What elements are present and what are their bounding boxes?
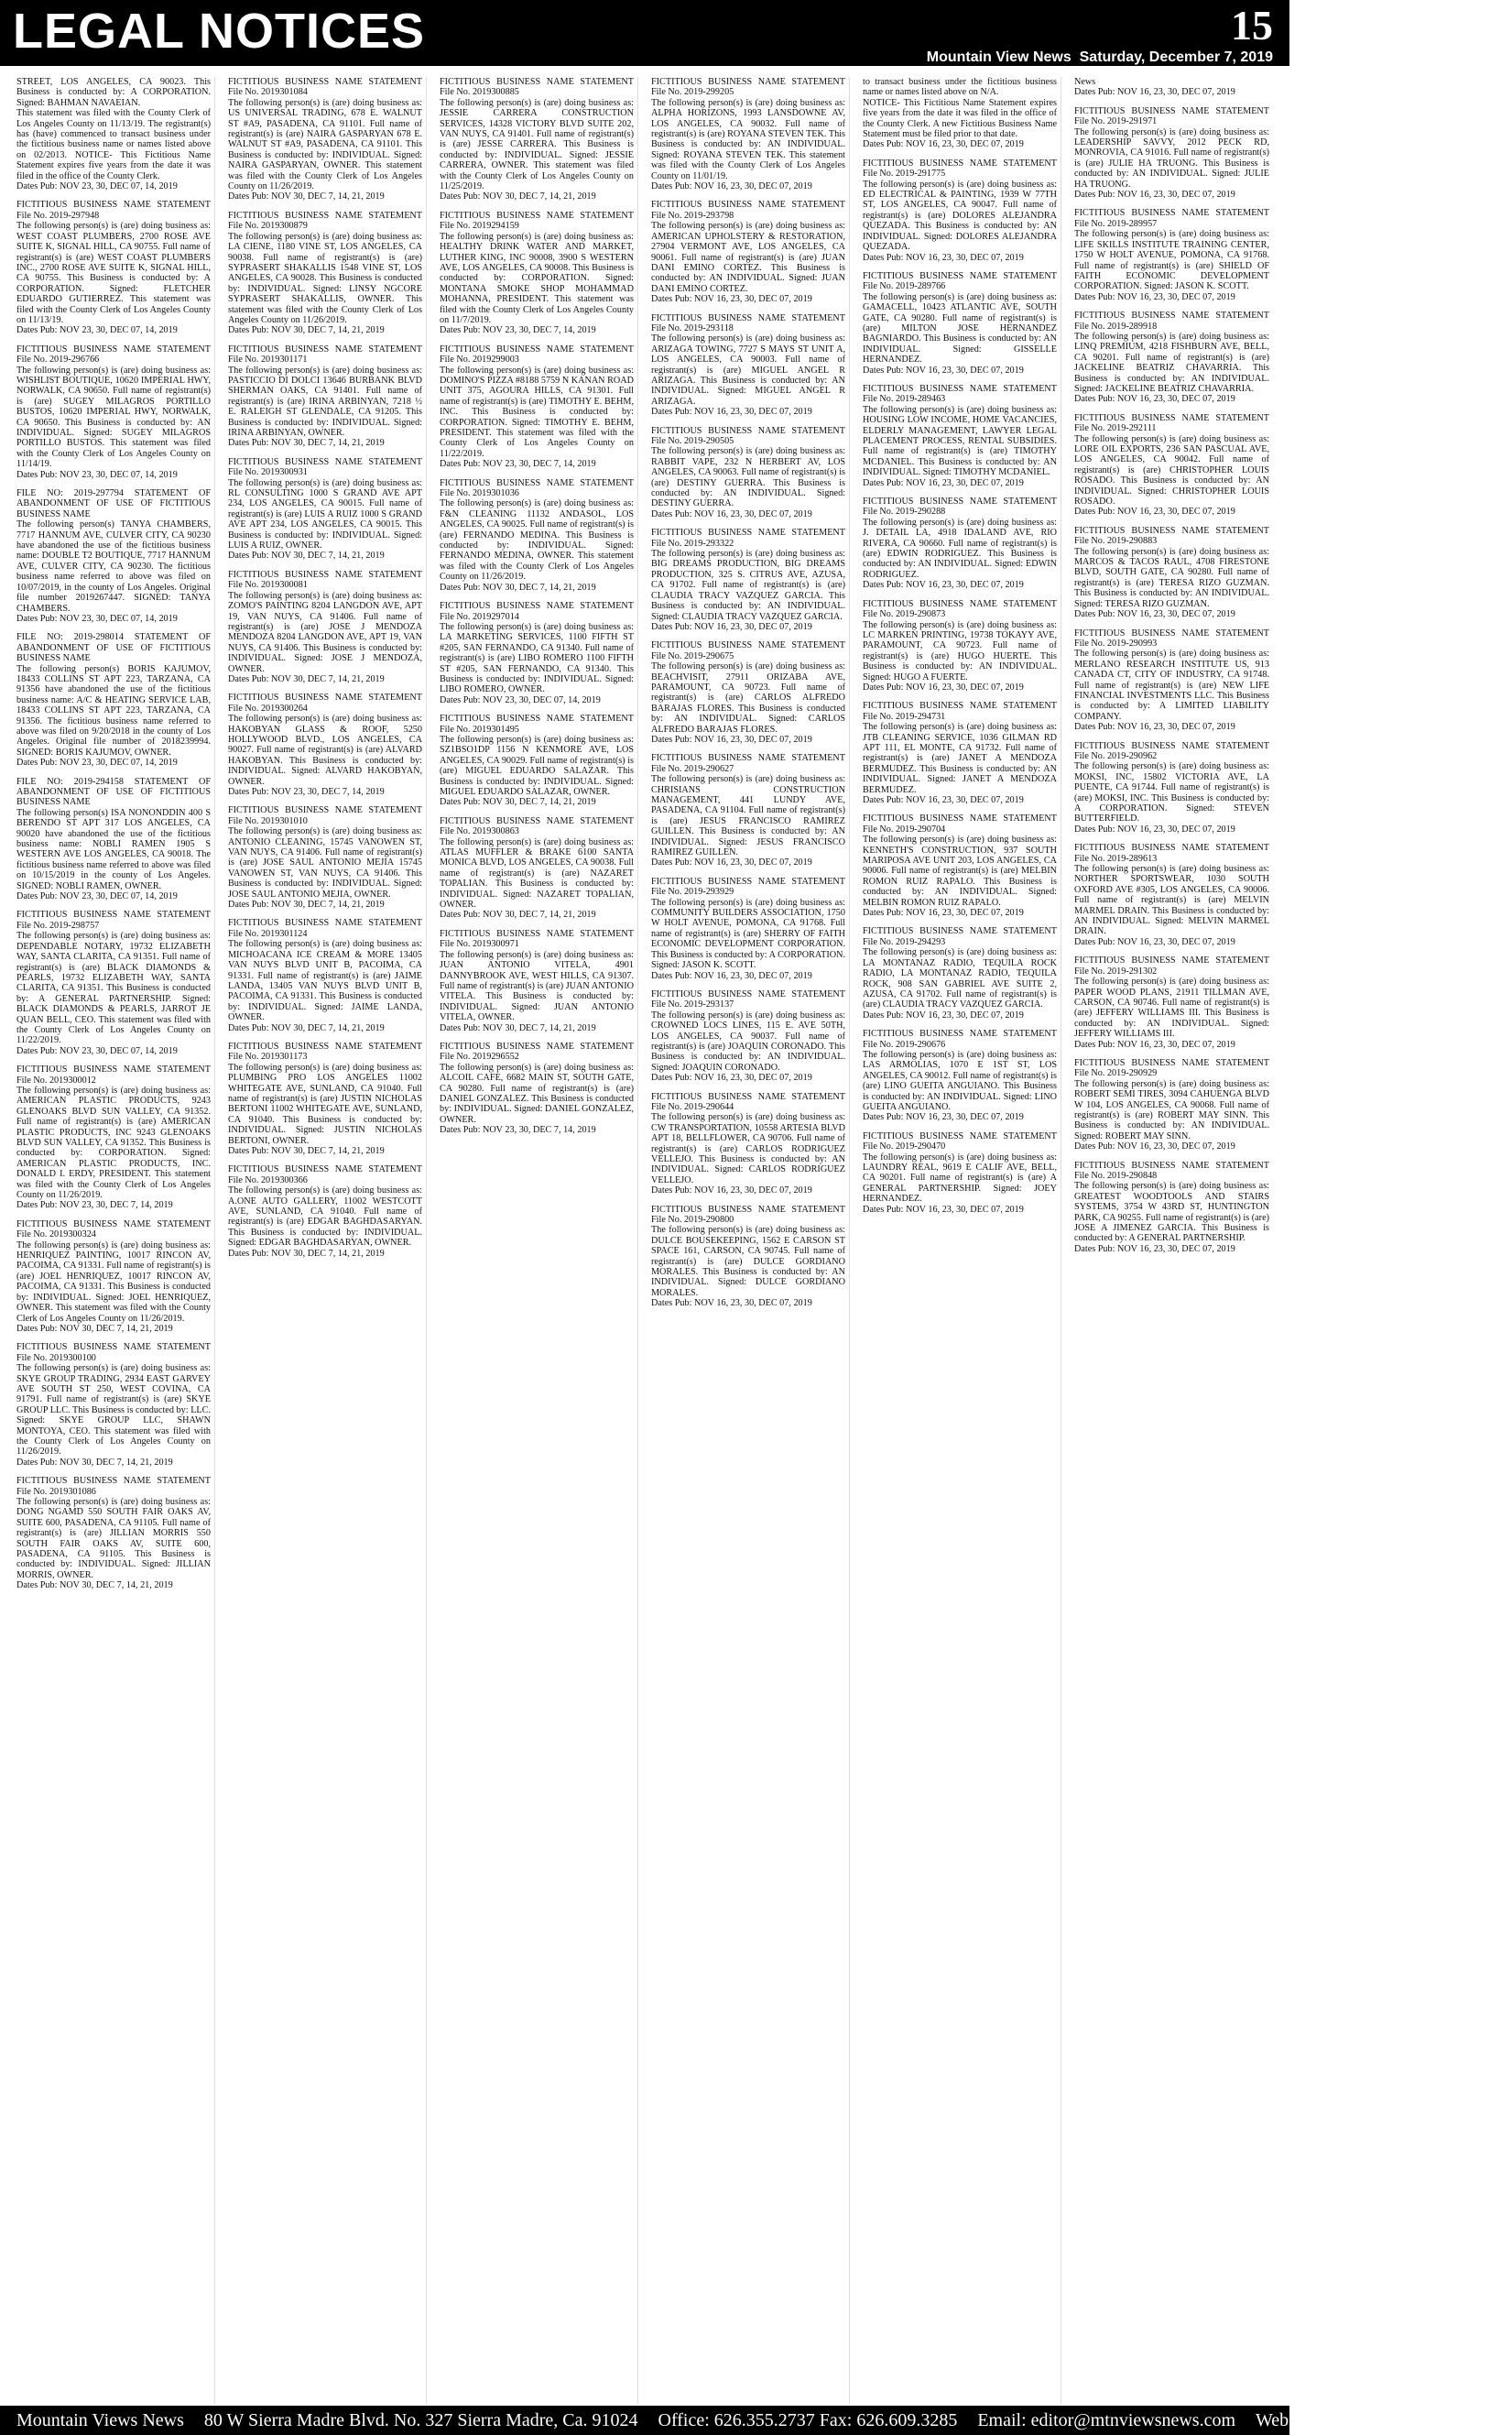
page-number: 15	[1231, 2, 1273, 49]
notice-heading: FICTITIOUS BUSINESS NAME STATEMENT File No. 2019301084	[228, 77, 422, 98]
legal-notice	[651, 313, 845, 418]
issue-date: Saturday, December 7, 2019	[1079, 49, 1273, 65]
legal-notice	[16, 200, 211, 335]
legal-notice	[440, 816, 634, 921]
notice-dates: Dates Pub: NOV 30, DEC 7, 14, 21, 2019	[228, 1022, 385, 1033]
notice-dates: Dates Pub: NOV 30, DEC 7, 14, 21, 2019	[440, 1022, 596, 1033]
legal-notice	[1074, 413, 1269, 518]
notice-heading: FICTITIOUS BUSINESS NAME STATEMENT File No. 2019-292111	[1074, 412, 1269, 434]
legal-notice	[16, 1219, 211, 1334]
legal-notice	[16, 1476, 211, 1590]
notice-dates: Dates Pub: NOV 30, DEC 7, 14, 21, 2019	[228, 1248, 385, 1259]
notice-heading: FICTITIOUS BUSINESS NAME STATEMENT File No. 2019-297948	[16, 200, 211, 221]
legal-notice	[651, 1205, 845, 1309]
legal-notice	[1074, 955, 1269, 1050]
notice-body: This statement was filed with the County Clerk of Los Angeles County on 11/13/19. The registrant(s) has (have) commenced to transact business under the fictitious business name or names listed above on 02/2013. NOTICE- This Fictitious Name Statement expires five years from the date it was filed in the office of the County Clerk.	[16, 108, 211, 181]
legal-notice	[228, 457, 422, 562]
notice-dates: Dates Pub: NOV 16, 23, 30, DEC 07, 2019	[651, 970, 812, 981]
notice-heading: FICTITIOUS BUSINESS NAME STATEMENT File No. 2019-290627	[651, 753, 845, 774]
notice-dates: Dates Pub: NOV 23, 30, DEC 07, 14, 2019	[440, 694, 601, 705]
legal-notice	[1074, 77, 1269, 98]
notice-dates: Dates Pub: NOV 16, 23, 30, DEC 07, 2019	[1074, 507, 1235, 518]
legal-notice	[16, 910, 211, 1056]
notice-column	[651, 77, 850, 2404]
notice-dates: Dates Pub: NOV 23, 30, DEC 07, 14, 2019	[16, 758, 178, 769]
notice-heading: FICTITIOUS BUSINESS NAME STATEMENT File No. 2019300931	[228, 456, 422, 478]
notice-column	[228, 77, 427, 2404]
notice-body: The following person(s) is (are) doing business as: PLUMBING PRO LOS ANGELES 11002 WHITEGATE AVE, SUNLAND, CA 91040. Full name of registrant(s) is (are) JUSTIN NICHOLAS BERTONI 11002 WHITEGATE AVE, SUNLAND, CA 91040. This Business is conducted by: INDIVIDUAL. Signed: JUSTIN NICHOLAS BERTONI, OWNER.	[228, 1062, 422, 1146]
notice-body: The following person(s) BORIS KAJUMOV, 18433 COLLINS ST APT 223, TARZANA, CA 91356 have abandoned the use of the fictitious business name: A/C & HEATING SERVICE LAB, 18433 COLLINS ST APT 223, TARZANA, CA 91356. The fictitious business name referred to above was filed on 9/20/2018 in the county of Los Angeles. Original file number of 2018239994. SIGNED: BORIS KAJUMOV, OWNER.	[16, 663, 211, 758]
footer-phones: Office: 626.355.2737 Fax: 626.609.3285	[658, 2409, 958, 2430]
notice-heading: FICTITIOUS BUSINESS NAME STATEMENT File No. 2019-290962	[1074, 740, 1269, 761]
notice-body: The following person(s) is (are) doing business as: LA CIENE, 1180 VINE ST, LOS ANGELES, CA 90038. Full name of registrant(s) is (are) SYPRASERT SHAKALLIS 1548 VINE ST, LOS ANGELES, CA 90028. This Business is conducted by: INDIVIDUAL. Signed: LINSY NGCORE SYPRASERT SHAKALLIS, OWNER. This statement was filed with the County Clerk of Los Angeles County on 11/26/2019.	[228, 231, 422, 325]
notice-heading: FICTITIOUS BUSINESS NAME STATEMENT File No. 2019300863	[440, 815, 634, 837]
legal-notice	[863, 271, 1057, 376]
legal-notice	[16, 1342, 211, 1468]
legal-notice	[228, 805, 422, 910]
notice-body: The following person(s) is (are) doing business as: AMERICAN PLASTIC PRODUCTS, 9243 GLENOAKS BLVD SUN VALLEY, CA 91352. Full name of registrant(s) is (are) AMERICAN PLASTIC PRODUCTS, INC 9243 GLENOAKS BLVD SUN VALLEY, CA 91352. This Business is conducted by: CORPORATION. Signed: AMERICAN PLASTIC PRODUCTS, INC. DONALD I. ERDY, PRESIDENT. This statement was filed with the County Clerk of Los Angeles County on 11/26/2019.	[16, 1085, 211, 1201]
legal-notice	[1074, 1161, 1269, 1255]
legal-notice	[863, 701, 1057, 805]
notice-dates: Dates Pub: NOV 16, 23, 30, DEC 07, 2019	[651, 1185, 812, 1196]
notice-heading: FICTITIOUS BUSINESS NAME STATEMENT File No. 2019-289918	[1074, 311, 1269, 332]
notice-dates: Dates Pub: NOV 30, DEC 7, 14, 21, 2019	[440, 910, 596, 921]
notice-columns	[16, 77, 1273, 2404]
notice-heading: FICTITIOUS BUSINESS NAME STATEMENT File No. 2019300012	[16, 1065, 211, 1086]
notice-heading: FICTITIOUS BUSINESS NAME STATEMENT File No. 2019-290675	[651, 640, 845, 661]
notice-heading: FICTITIOUS BUSINESS NAME STATEMENT File No. 2019294159	[440, 210, 634, 232]
notice-heading: FICTITIOUS BUSINESS NAME STATEMENT File No. 2019300879	[228, 210, 422, 232]
notice-body: The following person(s) is (are) doing business as: ROBERT SEMI TIRES, 3094 CAHUENGA BLVD W 104, LOS ANGELES, CA 90068. Full name of registrant(s) is (are) ROBERT MAY SINN. This Business is conducted by: AN INDIVIDUAL. Signed: ROBERT MAY SINN.	[1074, 1078, 1269, 1141]
notice-body: The following person(s) is (are) doing business as: ALCOIL CAFE, 6682 MAIN ST, SOUTH GATE, CA 90280. Full name of registrant(s) is (are) DANIEL GONZALEZ. This Business is conducted by: INDIVIDUAL. Signed: DANIEL GONZALEZ, OWNER.	[440, 1062, 634, 1125]
masthead	[0, 0, 1289, 66]
notice-body: The following person(s) is (are) doing business as: US UNIVERSAL TRADING, 678 E. WALNUT ST #A9, PASADENA, CA 91101. Full name of registrant(s) is (are) NAIRA GASPARYAN 678 E. WALNUT ST #A9, PASADENA, CA 91101. This Business is conducted by: INDIVIDUAL. Signed: NAIRA GASPARYAN, OWNER. This statement was filed with the County Clerk of Los Angeles County on 11/26/2019.	[228, 97, 422, 192]
footer-paper-name: Mountain Views News	[16, 2409, 184, 2430]
notice-heading: FICTITIOUS BUSINESS NAME STATEMENT File No. 2019-293798	[651, 200, 845, 221]
legal-notice	[228, 1042, 422, 1156]
notice-dates: Dates Pub: NOV 16, 23, 30, DEC 07, 2019	[1074, 722, 1235, 733]
legal-notice	[863, 77, 1057, 150]
legal-notice	[16, 777, 211, 902]
notice-heading: FICTITIOUS BUSINESS NAME STATEMENT File No. 2019-290883	[1074, 525, 1269, 547]
section-title: LEGAL NOTICES	[13, 4, 426, 59]
notice-body: Dates Pub: NOV 16, 23, 30, DEC 07, 2019	[1074, 87, 1235, 98]
notice-heading: FICTITIOUS BUSINESS NAME STATEMENT File No. 2019301010	[228, 805, 422, 826]
notice-body: The following person(s) is (are) doing business as: HEALTHY DRINK WATER AND MARKET, LUTHER KING, INC 90008, 3900 S WESTERN AVE, LOS ANGELES, CA 90008. This Business is conducted by: CORPORATION. Signed: MONTANA SMOKE SHOP MOHAMMAD MOHANNA, PRESIDENT. This statement was filed with the County Clerk of Los Angeles County on 11/7/2019.	[440, 231, 634, 325]
legal-notice	[1074, 106, 1269, 201]
notice-body: NOTICE- This Fictitious Name Statement expires five years from the date it was filed in the office of the County Clerk. A new Fictitious Business Name Statement must be filed prior to that date.	[863, 97, 1057, 140]
notice-body: The following person(s) is (are) doing business as: JESSIE CARRERA CONSTRUCTION SERVICES, 14328 VICTORY BLVD SUITE 202, VAN NUYS, CA 91401. Full name of registrant(s) is (are) JESSE CARRERA. This Business is conducted by: INDIVIDUAL. Signed: JESSIE CARRERA, OWNER. This statement was filed with the County Clerk of Los Angeles County on 11/25/2019.	[440, 97, 634, 192]
notice-heading: FILE NO: 2019-294158 STATEMENT OF ABANDONMENT OF USE OF FICTITIOUS BUSINESS NAME	[16, 776, 211, 808]
notice-body: The following person(s) is (are) doing business as: SKYE GROUP TRADING, 2934 EAST GARVEY AVE SOUTH ST 250, WEST COVINA, CA 91791. Full name of registrant(s) is (are) SKYE GROUP LLC. This Business is conducted by: LLC. Signed: SKYE GROUP LLC, SHAWN MONTOYA, CEO. This statement was filed with the County Clerk of Los Angeles County on 11/26/2019.	[16, 1363, 211, 1458]
legal-notice	[228, 918, 422, 1032]
notice-body: The following person(s) is (are) doing business as: JTB CLEANING SERVICE, 1036 GILMAN RD APT 111, EL MONTE, CA 91732. Full name of registrant(s) is (are) JANET A MENDOZA BERMUDEZ. This Business is conducted by: AN INDIVIDUAL. Signed: JANET A MENDOZA BERMUDEZ.	[863, 722, 1057, 795]
notice-dates: Dates Pub: NOV 30, DEC 7, 14, 21, 2019	[228, 438, 385, 449]
notice-dates: Dates Pub: NOV 16, 23, 30, DEC 07, 2019	[1074, 936, 1235, 947]
legal-notice	[651, 877, 845, 981]
notice-heading: FICTITIOUS BUSINESS NAME STATEMENT File No. 2019301495	[440, 714, 634, 735]
notice-heading: FICTITIOUS BUSINESS NAME STATEMENT File No. 2019-290800	[651, 1204, 845, 1226]
notice-dates: Dates Pub: NOV 16, 23, 30, DEC 07, 2019	[651, 1298, 812, 1309]
legal-notice	[228, 211, 422, 336]
legal-notice	[228, 570, 422, 684]
notice-heading: to transact business under the fictitious business name or names listed above on N/A.	[863, 77, 1057, 98]
notice-body: The following person(s) is (are) doing business as: LAUNDRY REAL, 9619 E CALIF AVE, BELL, CA 90201. Full name of registrant(s) is (are) A GENERAL PARTNERSHIP. Signed: JOEY HERNANDEZ.	[863, 1152, 1057, 1205]
notice-heading: FICTITIOUS BUSINESS NAME STATEMENT File No. 2019-290470	[863, 1130, 1057, 1152]
notice-dates: Dates Pub: NOV 16, 23, 30, DEC 07, 2019	[651, 857, 812, 868]
notice-heading: FILE NO: 2019-298014 STATEMENT OF ABANDONMENT OF USE OF FICTITIOUS BUSINESS NAME	[16, 632, 211, 664]
notice-dates: Dates Pub: NOV 30, DEC 7, 14, 21, 2019	[16, 1457, 173, 1468]
notice-body: The following person(s) is (are) doing business as: KENNETH'S CONSTRUCTION, 937 SOUTH MARIPOSA AVE UNIT 203, LOS ANGELES, CA 90006. Full name of registrant(s) is (are) MELBIN ROMON RUIZ RAPALO. This Business is conducted by: AN INDIVIDUAL. Signed: MELBIN ROMON RUIZ RAPALO.	[863, 835, 1057, 908]
notice-body: The following person(s) is (are) doing business as: MOKSI, INC, 15802 VICTORIA AVE, LA PUENTE, CA 91744. Full name of registrant(s) is (are) MOKSI, INC. This Business is conducted by: A CORPORATION. Signed: STEVEN BUTTERFIELD.	[1074, 761, 1269, 824]
notice-dates: Dates Pub: NOV 16, 23, 30, DEC 07, 2019	[1074, 1141, 1235, 1152]
notice-heading: FICTITIOUS BUSINESS NAME STATEMENT File No. 2019-290873	[863, 598, 1057, 620]
legal-notice	[651, 200, 845, 304]
notice-body: The following person(s) is (are) doing business as: J. DETAIL LA, 4918 IDALAND AVE, RIO RIVERA, CA 90660. Full name of registrant(s) is (are) EDWIN RODRIGUEZ. This Business is conducted by: AN INDIVIDUAL. Signed: EDWIN RODRIGUEZ.	[863, 517, 1057, 580]
notice-heading: FICTITIOUS BUSINESS NAME STATEMENT File No. 2019-289463	[863, 383, 1057, 405]
legal-notice	[440, 1042, 634, 1136]
notice-heading: FICTITIOUS BUSINESS NAME STATEMENT File No. 2019-294731	[863, 701, 1057, 722]
notice-heading: FICTITIOUS BUSINESS NAME STATEMENT File No. 2019-289766	[863, 270, 1057, 292]
notice-body: The following person(s) is (are) doing business as: DEPENDABLE NOTARY, 19732 ELIZABETH WAY, SANTA CLARITA, CA 91351. Full name of registrant(s) is (are) BLACK DIAMONDS & PEARLS, 19732 ELIZABETH WAY, SANTA CLARITA, CA 91351. This Business is conducted by: A GENERAL PARTNERSHIP. Signed: BLACK DIAMONDS & PEARLS, JARROT JE QUAN BELL, CEO. This statement was filed with the County Clerk of Los Angeles County on 11/22/2019.	[16, 931, 211, 1046]
notice-dates: Dates Pub: NOV 30, DEC 7, 14, 21, 2019	[228, 191, 385, 202]
notice-dates: Dates Pub: NOV 23, 30, DEC 7, 14, 2019	[440, 459, 596, 470]
notice-heading: FICTITIOUS BUSINESS NAME STATEMENT File No. 2019-290676	[863, 1029, 1057, 1050]
notice-heading: FICTITIOUS BUSINESS NAME STATEMENT File No. 2019-294293	[863, 926, 1057, 947]
notice-body: The following person(s) is (are) doing business as: RABBIT VAPE, 232 N HERBERT AV, LOS ANGELES, CA 90063. Full name of registrant(s) is (are) DESTINY GUERRA. This Business is conducted by: AN INDIVIDUAL. Signed: DESTINY GUERRA.	[651, 446, 845, 509]
legal-notice	[863, 158, 1057, 263]
legal-notice	[1074, 843, 1269, 947]
legal-notice	[651, 77, 845, 191]
legal-notice	[228, 77, 422, 202]
notice-dates: Dates Pub: NOV 16, 23, 30, DEC 07, 2019	[1074, 394, 1235, 405]
notice-body: The following person(s) is (are) doing business as: LA MARKETING SERVICES, 1100 FIFTH ST #205, SAN FERNANDO, CA 91340. Full name of registrant(s) is (are) LIBO ROMERO 1100 FIFTH ST #205, SAN FERNANDO, CA 91340. This Business is conducted by: INDIVIDUAL. Signed: LIBO ROMERO, OWNER.	[440, 621, 634, 695]
notice-heading: FICTITIOUS BUSINESS NAME STATEMENT File No. 2019300264	[228, 693, 422, 714]
notice-body: The following person(s) is (are) doing business as: LC MARKEN PRINTING, 19738 TOKAYY AVE, PARAMOUNT, CA 90723. Full name of registrant(s) is (are) HUGO HUERTE. This Business is conducted by: AN INDIVIDUAL. Signed: HUGO A FUERTE.	[863, 619, 1057, 682]
notice-dates: Dates Pub: NOV 30, DEC 7, 14, 21, 2019	[16, 1580, 173, 1591]
legal-notice	[1074, 1058, 1269, 1152]
notice-heading: FICTITIOUS BUSINESS NAME STATEMENT File No. 2019300100	[16, 1342, 211, 1363]
notice-column	[440, 77, 638, 2404]
notice-body: The following person(s) is (are) doing business as: LINQ PREMIUM, 4218 FISHBURN AVE, BELL, CA 90201. Full name of registrant(s) is (are) JACKELINE BEATRIZ CHAVARRIA. This Business is conducted by: AN INDIVIDUAL. Signed: JACKELINE BEATRIZ CHAVARRIA.	[1074, 331, 1269, 394]
notice-heading: STREET, LOS ANGELES, CA 90023. This Business is conducted by: A CORPORATION. Signed: BAHMAN NAVAEIAN.	[16, 77, 211, 108]
legal-notice	[863, 599, 1057, 693]
legal-notice	[651, 753, 845, 868]
notice-dates: Dates Pub: NOV 16, 23, 30, DEC 07, 2019	[1074, 1039, 1235, 1050]
notice-dates: Dates Pub: NOV 30, DEC 7, 14, 21, 2019	[16, 1323, 173, 1334]
legal-notice	[1074, 208, 1269, 302]
notice-dates: Dates Pub: NOV 16, 23, 30, DEC 07, 2019	[651, 508, 812, 519]
notice-dates: Dates Pub: NOV 23, 30, DEC 7, 14, 2019	[440, 325, 596, 336]
notice-body: The following person(s) is (are) doing business as: F&N CLEANING 11132 ANDASOL, LOS ANGELES, CA 90025. Full name of registrant(s) is (are) FERNANDO MEDINA. This Business is conducted by: INDIVIDUAL. Signed: FERNANDO MEDINA, OWNER. This statement was filed with the County Clerk of Los Angeles County on 11/26/2019.	[440, 498, 634, 583]
notice-body: The following person(s) is (are) doing business as: DOMINO'S PIZZA #8188 5759 N KANAN ROAD UNIT 375, AGOURA HILLS, CA 91301. Full name of registrant(s) is (are) TIMOTHY E. BEHM, INC. This Business is conducted by: CORPORATION. Signed: TIMOTHY E. BEHM, PRESIDENT. This statement was filed with the County Clerk of Los Angeles County on 11/22/2019.	[440, 365, 634, 459]
notice-heading: FICTITIOUS BUSINESS NAME STATEMENT File No. 2019-291971	[1074, 105, 1269, 127]
notice-dates: Dates Pub: NOV 30, DEC 7, 14, 21, 2019	[228, 551, 385, 562]
legal-notice	[16, 344, 211, 480]
notice-body: The following person(s) is (are) doing business as: HAKOBYAN GLASS & ROOF, 5250 HOLLYWOOD BLVD., LOS ANGELES, CA 90027. Full name of registrant(s) is (are) ALVARD HAKOBYAN. This Business is conducted by: INDIVIDUAL. Signed: ALVARD HAKOBYAN, OWNER.	[228, 714, 422, 787]
notice-body: The following person(s) is (are) doing business as: LIFE SKILLS INSTITUTE TRAINING CENTER, 1750 W HOLT AVENUE, POMONA, CA 91768. Full name of registrant(s) is (are) SHIELD OF FAITH ECONOMIC DEVELOPMENT CORPORATION. Signed: JASON K. SCOTT.	[1074, 229, 1269, 292]
legal-notice	[651, 426, 845, 520]
notice-body: The following person(s) is (are) doing business as: DULCE BOUSEKEEPING, 1562 E CARSON ST SPACE 161, CARSON, CA 90745. Full name of registrant(s) is (are) DULCE GORDIANO MORALES. This Business is conducted by: AN INDIVIDUAL. Signed: DULCE GORDIANO MORALES.	[651, 1225, 845, 1298]
notice-body: The following person(s) is (are) doing business as: PASTICCIO DI DOLCI 13646 BURBANK BLVD SHERMAN OAKS, CA 91401. Full name of registrant(s) is (are) IRINA ARBINYAN, 7218 ½ E. RALEIGH ST GLENDALE, CA 91205. This Business is conducted by: INDIVIDUAL. Signed: IRINA ARBINYAN, OWNER.	[228, 365, 422, 438]
legal-notice	[651, 989, 845, 1084]
notice-heading: FICTITIOUS BUSINESS NAME STATEMENT File No. 2019-290288	[863, 497, 1057, 518]
footer-website[interactable]: Website: www.mtnviewsnews.com	[1256, 2409, 1512, 2430]
legal-notice	[16, 488, 211, 624]
legal-notice	[1074, 741, 1269, 835]
notice-dates: Dates Pub: NOV 16, 23, 30, DEC 07, 2019	[863, 580, 1024, 591]
notice-heading: FICTITIOUS BUSINESS NAME STATEMENT File No. 2019-293118	[651, 312, 845, 333]
notice-dates: Dates Pub: NOV 16, 23, 30, DEC 07, 2019	[863, 1010, 1024, 1021]
notice-dates: Dates Pub: NOV 23, 30, DEC 07, 14, 2019	[16, 613, 178, 624]
notice-heading: FICTITIOUS BUSINESS NAME STATEMENT File No. 2019-290848	[1074, 1160, 1269, 1181]
legal-notice	[440, 929, 634, 1033]
notice-body: The following person(s) is (are) doing business as: LAS ARMOLIAS, 1070 E 1ST ST, LOS ANGELES, CA 90012. Full name of registrant(s) is (are) LINO GUEITA ANGUIANO. This Business is conducted by: AN INDIVIDUAL. Signed: LINO GUEITA ANGUIANO.	[863, 1049, 1057, 1112]
legal-notice	[651, 640, 845, 745]
legal-notice	[440, 478, 634, 593]
notice-dates: Dates Pub: NOV 16, 23, 30, DEC 07, 2019	[863, 252, 1024, 263]
notice-body: The following person(s) is (are) doing business as: WISHLIST BOUTIQUE, 10620 IMPERIAL HWY, NORWALK, CA 90650. Full name of registrant(s) is (are) SUGEY MILAGROS PORTILLO BUSTOS, 10620 IMPERIAL HWY, NORWALK, CA 90650. This Business is conducted by: AN INDIVIDUAL. Signed: SUGEY MILAGROS PORTILLO BUSTOS. This statement was filed with the County Clerk of Los Angeles County on 11/14/19.	[16, 365, 211, 470]
notice-body: The following person(s) is (are) doing business as: CROWNED LOCS LINES, 115 E. AVE 50TH, LOS ANGELES, CA 90037. Full name of registrant(s) is (are) JOAQUIN CORONADO. This Business is conducted by: AN INDIVIDUAL. Signed: JOAQUIN CORONADO.	[651, 1010, 845, 1073]
notice-dates: Dates Pub: NOV 16, 23, 30, DEC 07, 2019	[863, 1112, 1024, 1123]
legal-notice	[16, 77, 211, 191]
legal-notice	[863, 1131, 1057, 1215]
notice-body: The following person(s) is (are) doing business as: ZOMO'S PAINTING 8204 LANGDON AVE, APT 19, VAN NUYS, CA 91406. Full name of registrant(s) is (are) JOSE J MENDOZA MENDOZA 8204 LANGDON AVE, APT 19, VAN NUYS, CA 91406. This Business is conducted by: INDIVIDUAL. Signed: JOSE J MENDOZA, OWNER.	[228, 590, 422, 674]
legal-notice	[651, 528, 845, 632]
notice-dates: Dates Pub: NOV 23, 30, DEC 07, 14, 2019	[16, 891, 178, 902]
legal-notice	[863, 384, 1057, 488]
notice-dates: Dates Pub: NOV 16, 23, 30, DEC 07, 2019	[1074, 291, 1235, 302]
notice-dates: Dates Pub: NOV 23, 30, DEC 7, 14, 2019	[228, 787, 385, 797]
notice-dates: Dates Pub: NOV 16, 23, 30, DEC 07, 2019	[863, 477, 1024, 488]
notice-dates: Dates Pub: NOV 16, 23, 30, DEC 07, 2019	[863, 795, 1024, 805]
notice-heading: News	[1074, 77, 1096, 87]
legal-notice	[863, 813, 1057, 918]
notice-body: The following person(s) is (are) doing business as: WEST COAST PLUMBERS, 2700 ROSE AVE SUITE K, SIGNAL HILL, CA 90755. Full name of registrant(s) is (are) WEST COAST PLUMBERS INC., 2700 ROSE AVE SUITE K, SIGNAL HILL, CA 90755. This Business is conducted by: A CORPORATION. Signed: FLETCHER EDUARDO GUTIERREZ. This statement was filed with the County Clerk of Los Angeles County on 11/13/19.	[16, 221, 211, 325]
notice-dates: Dates Pub: NOV 23, 30, DEC 07, 14, 2019	[16, 1045, 178, 1056]
notice-heading: FICTITIOUS BUSINESS NAME STATEMENT File No. 2019301171	[228, 344, 422, 366]
legal-notice	[863, 497, 1057, 591]
notice-body: The following person(s) is (are) doing business as: ED ELECTRICAL & PAINTING, 1939 W 77TH ST, LOS ANGELES, CA 90047. Full name of registrant(s) is (are) DOLORES ALEJANDRA QUEZADA. This Business is conducted by: AN INDIVIDUAL. Signed: DOLORES ALEJANDRA QUEZADA.	[863, 179, 1057, 253]
notice-heading: FILE NO: 2019-297794 STATEMENT OF ABANDONMENT OF USE OF FICTITIOUS BUSINESS NAME	[16, 488, 211, 519]
notice-body: The following person(s) TANYA CHAMBERS, 7717 HANNUM AVE, CULVER CITY, CA 90230 have abandoned the use of the fictitious business name: DOUBLE T2 BOUTIQUE, 7717 HANNUM AVE, CULVER CITY, CA 90230. The fictitious business name referred to above was filed on 10/07/2019, in the county of Los Angeles. Original file number 2019267447. SIGNED: TANYA CHAMBERS.	[16, 519, 211, 614]
page-footer	[0, 2406, 1512, 2435]
notice-dates: Dates Pub: NOV 16, 23, 30, DEC 07, 2019	[651, 621, 812, 632]
legal-notice	[440, 344, 634, 470]
notice-body: The following person(s) ISA NONONDDIN 400 S BERENDO ST APT 317 LOS ANGELES, CA 90020 have abandoned the use of the fictitious business name: NOBLI RAMEN 1905 S WESTERN AVE LOS ANGELES, CA 90018. The fictitious business name referred to above was filed on 10/15/2019 in the county of Los Angeles. SIGNED: NOBLI RAMEN, OWNER.	[16, 807, 211, 891]
notice-dates: Dates Pub: NOV 23, 30, DEC 07, 14, 2019	[16, 181, 178, 192]
notice-dates: Dates Pub: NOV 16, 23, 30, DEC 07, 2019	[651, 294, 812, 305]
notice-body: The following person(s) is (are) doing business as: GREATEST WOODTOOLS AND STAIRS SYSTEMS, 3754 W 43RD ST, HUNTINGTON PARK, CA 90255. Full name of registrant(s) is (are) JOSE A JIMENEZ GARCIA. This Business is conducted by: A GENERAL PARTNERSHIP.	[1074, 1181, 1269, 1244]
notice-body: The following person(s) is (are) doing business as: ARIZAGA TOWING, 7727 S MAYS ST UNIT A, LOS ANGELES, CA 90003. Full name of registrant(s) is (are) MIGUEL ANGEL R ARIZAGA. This Business is conducted by: AN INDIVIDUAL. Signed: MIGUEL ANGEL R ARIZAGA.	[651, 333, 845, 407]
notice-body: The following person(s) is (are) doing business as: MICHOACANA ICE CREAM & MORE 13405 VAN NUYS BLVD UNIT B, PACOIMA, CA 91331. Full name of registrant(s) is (are) JAIME LANDA, 13405 VAN NUYS BLVD UNIT B, PACOIMA, CA 91331. This Business is conducted by: INDIVIDUAL. Signed: JAIME LANDA, OWNER.	[228, 939, 422, 1023]
notice-dates: Dates Pub: NOV 30, DEC 7, 14, 21, 2019	[228, 900, 385, 911]
notice-heading: FICTITIOUS BUSINESS NAME STATEMENT File No. 2019-290993	[1074, 628, 1269, 649]
notice-dates: Dates Pub: NOV 16, 23, 30, DEC 07, 2019	[651, 181, 812, 192]
legal-notice	[228, 693, 422, 797]
notice-dates: Dates Pub: NOV 16, 23, 30, DEC 07, 2019	[651, 734, 812, 745]
notice-heading: FICTITIOUS BUSINESS NAME STATEMENT File No. 2019301036	[440, 477, 634, 499]
footer-address: 80 W Sierra Madre Blvd. No. 327 Sierra Madre, Ca. 91024	[203, 2409, 638, 2430]
notice-body: The following person(s) is (are) doing business as: NORTHER SPORTSWEAR, 1030 SOUTH OXFORD AVE #305, LOS ANGELES, CA 90006. Full name of registrant(s) is (are) MELVIN MARMEL DRAIN. This Business is conducted by: AN INDIVIDUAL. Signed: MELVIN MARMEL DRAIN.	[1074, 864, 1269, 937]
notice-dates: Dates Pub: NOV 16, 23, 30, DEC 07, 2019	[1074, 190, 1235, 201]
notice-body: The following person(s) is (are) doing business as: PAPER WOOD PLANS, 21911 TILLMAN AVE, CARSON, CA 90746. Full name of registrant(s) is (are) JEFFERY WILLIAMS III. This Business is conducted by: AN INDIVIDUAL. Signed: JEFFERY WILLIAMS III.	[1074, 977, 1269, 1040]
legal-notice	[863, 1029, 1057, 1123]
notice-heading: FICTITIOUS BUSINESS NAME STATEMENT File No. 2019-290929	[1074, 1057, 1269, 1079]
footer-email[interactable]: Email: editor@mtnviewsnews.com	[977, 2409, 1236, 2430]
notice-column	[1074, 77, 1273, 2404]
notice-dates: Dates Pub: NOV 16, 23, 30, DEC 07, 2019	[863, 365, 1024, 376]
notice-heading: FICTITIOUS BUSINESS NAME STATEMENT File No. 2019301086	[16, 1476, 211, 1497]
notice-dates: Dates Pub: NOV 16, 23, 30, DEC 07, 2019	[863, 908, 1024, 919]
notice-dates: Dates Pub: NOV 30, DEC 7, 14, 21, 2019	[228, 325, 385, 336]
notice-heading: FICTITIOUS BUSINESS NAME STATEMENT File No. 2019-293929	[651, 876, 845, 898]
notice-body: The following person(s) is (are) doing business as: RL CONSULTING 1000 S GRAND AVE APT 234, LOS ANGELES, CA 90015. Full name of registrant(s) is (are) LUIS A RUIZ 1000 S GRAND AVE APT 234, LOS ANGELES, CA 90015. This Business is conducted by: INDIVIDUAL. Signed: LUIS A RUIZ, OWNER.	[228, 477, 422, 551]
notice-body: The following person(s) is (are) doing business as: COMMUNITY BUILDERS ASSOCIATION, 1750 W HOLT AVENUE, POMONA, CA 91768. Full name of registrant(s) is (are) SHERRY OF FAITH ECONOMIC DEVELOPMENT CORPORATION. This Business is conducted by: A CORPORATION. Signed: JASON K. SCOTT.	[651, 897, 845, 971]
notice-dates: Dates Pub: NOV 30, DEC 7, 14, 21, 2019	[228, 673, 385, 684]
legal-notice	[228, 1164, 422, 1259]
notice-heading: FICTITIOUS BUSINESS NAME STATEMENT File No. 2019300081	[228, 569, 422, 591]
notice-heading: FICTITIOUS BUSINESS NAME STATEMENT File No. 2019301124	[228, 918, 422, 939]
notice-heading: FICTITIOUS BUSINESS NAME STATEMENT File No. 2019-299205	[651, 77, 845, 98]
legal-notice	[440, 211, 634, 336]
notice-dates: Dates Pub: NOV 16, 23, 30, DEC 07, 2019	[863, 682, 1024, 693]
notice-heading: FICTITIOUS BUSINESS NAME STATEMENT File No. 2019300324	[16, 1218, 211, 1240]
notice-dates: Dates Pub: NOV 30, DEC 7, 14, 21, 2019	[440, 797, 596, 808]
notice-body: The following person(s) is (are) doing business as: LA MONTANAZ RADIO, TEQUILA ROCK RADIO, LA MONTANAZ RADIO, TEQUILA ROCK, 908 SAN GABRIEL AVE SUITE 2, AZUSA, CA 91702. Full name of registrant(s) is (are) CLAUDIA TRACY VAZQUEZ GARCIA.	[863, 947, 1057, 1010]
notice-dates: Dates Pub: NOV 16, 23, 30, DEC 07, 2019	[1074, 1243, 1235, 1254]
legal-notice	[228, 344, 422, 449]
notice-heading: FICTITIOUS BUSINESS NAME STATEMENT File No. 2019-293322	[651, 528, 845, 549]
notice-body: The following person(s) is (are) doing business as: BIG DREAMS PRODUCTION, BIG DREAMS PRODUCTION, 325 S. CITRUS AVE, AZUSA, CA 91702. Full name of registrant(s) is (are) CLAUDIA TRACY VAZQUEZ GARCIA. This Business is conducted by: AN INDIVIDUAL. Signed: CLAUDIA TRACY VAZQUEZ GARCIA.	[651, 549, 845, 622]
notice-body: The following person(s) is (are) doing business as: BEACHVISIT, 27911 ORIZABA AVE, PARAMOUNT, CA 90723. Full name of registrant(s) is (are) CARLOS ALFREDO BARAJAS FLORES. This Business is conducted by: AN INDIVIDUAL. Signed: CARLOS ALFREDO BARAJAS FLORES.	[651, 661, 845, 735]
notice-heading: FICTITIOUS BUSINESS NAME STATEMENT File No. 2019301173	[228, 1041, 422, 1063]
notice-heading: FICTITIOUS BUSINESS NAME STATEMENT File No. 2019300366	[228, 1164, 422, 1185]
notice-body: The following person(s) is (are) doing business as: SZ1BSO1DP 1156 N KENMORE AVE, LOS ANGELES, CA 90029. Full name of registrant(s) is (are) MIGUEL EDUARDO SALAZAR. This Business is conducted by: INDIVIDUAL. Signed: MIGUEL EDUARDO SALAZAR, OWNER.	[440, 734, 634, 797]
notice-dates: Dates Pub: NOV 23, 30, DEC 7, 14, 2019	[16, 1200, 173, 1211]
notice-body: The following person(s) is (are) doing business as: HENRIQUEZ PAINTING, 10017 RINCON AV, PACOIMA, CA 91331. Full name of registrant(s) is (are) JOEL HENRIQUEZ, 10017 RINCON AV, PACOIMA, CA 91331. This Business is conducted by: INDIVIDUAL. Signed: JOEL HENRIQUEZ, OWNER. This statement was filed with the County Clerk of Los Angeles County on 11/26/2019.	[16, 1239, 211, 1324]
notice-dates: Dates Pub: NOV 16, 23, 30, DEC 07, 2019	[863, 139, 1024, 150]
notice-dates: Dates Pub: NOV 16, 23, 30, DEC 07, 2019	[1074, 609, 1235, 620]
notice-dates: Dates Pub: NOV 23, 30, DEC 7, 14, 2019	[440, 1125, 596, 1136]
legal-notice	[440, 714, 634, 808]
notice-dates: Dates Pub: NOV 16, 23, 30, DEC 07, 2019	[863, 1204, 1024, 1215]
notice-heading: FICTITIOUS BUSINESS NAME STATEMENT File No. 2019-289957	[1074, 208, 1269, 229]
notice-dates: Dates Pub: NOV 16, 23, 30, DEC 07, 2019	[651, 1073, 812, 1084]
notice-body: The following person(s) is (are) doing business as: DONG NGAMD 550 SOUTH FAIR OAKS AV, SUITE 600, PASADENA, CA 91105. Full name of registrant(s) is (are) JILLIAN MORRIS 550 SOUTH FAIR OAKS AV, SUITE 600, PASADENA, CA 91105. This Business is conducted by: INDIVIDUAL. Signed: JILLIAN MORRIS, OWNER.	[16, 1497, 211, 1580]
notice-dates: Dates Pub: NOV 30, DEC 7, 14, 21, 2019	[440, 191, 596, 202]
legal-notice	[1074, 526, 1269, 620]
notice-body: The following person(s) is (are) doing business as: CW TRANSPORTATION, 10558 ARTESIA BLVD APT 18, BELLFLOWER, CA 90706. Full name of registrant(s) is (are) CARLOS RODRIGUEZ VELLEJO. This Business is conducted by: AN INDIVIDUAL. Signed: CARLOS RODRIGUEZ VELLEJO.	[651, 1112, 845, 1185]
notice-heading: FICTITIOUS BUSINESS NAME STATEMENT File No. 2019-296766	[16, 344, 211, 366]
notice-column	[863, 77, 1061, 2404]
notice-body: The following person(s) is (are) doing business as: LORE OIL EXPORTS, 236 SAN PASCUAL AVE, LOS ANGELES, CA 90042. Full name of registrant(s) is (are) CHRISTOPHER LOUIS ROSADO. This Business is conducted by: AN INDIVIDUAL. Signed: CHRISTOPHER LOUIS ROSADO.	[1074, 433, 1269, 508]
notice-heading: FICTITIOUS BUSINESS NAME STATEMENT File No. 2019-290704	[863, 813, 1057, 835]
legal-notice	[863, 926, 1057, 1021]
notice-body: The following person(s) is (are) doing business as: ALPHA HORIZONS, 1993 LANSDOWNE AV, LOS ANGELES, CA 90032. Full name of registrant(s) is (are) ROYANA STEVEN TEK. This Business is conducted by: AN INDIVIDUAL. Signed: ROYANA STEVEN TEK. This statement was filed with the County Clerk of Los Angeles County on 11/01/19.	[651, 97, 845, 181]
notice-heading: FICTITIOUS BUSINESS NAME STATEMENT File No. 2019-290505	[651, 425, 845, 446]
notice-dates: Dates Pub: NOV 30, DEC 7, 14, 21, 2019	[228, 1146, 385, 1156]
notice-body: The following person(s) is (are) doing business as: ANTONIO CLEANING, 15745 VANOWEN ST, VAN NUYS, CA 91406. Full name of registrant(s) is (are) JOSE SAUL ANTONIO MEJIA 15745 VANOWEN ST, VAN NUYS, CA 91406. This Business is conducted by: INDIVIDUAL. Signed: JOSE SAUL ANTONIO MEJIA, OWNER.	[228, 826, 422, 900]
notice-body: The following person(s) is (are) doing business as: ATLAS MUFFLER & BRAKE 6100 SANTA MONICA BLVD, LOS ANGELES, CA 90038. Full name of registrant(s) is (are) NAZARET TOPALIAN. This Business is conducted by: INDIVIDUAL. Signed: NAZARET TOPALIAN, OWNER.	[440, 836, 634, 911]
notice-body: The following person(s) is (are) doing business as: GAMACELL, 10423 ATLANTIC AVE, SOUTH GATE, CA 90280. Full name of registrant(s) is (are) MILTON JOSE HERNANDEZ BAGNIARDO. This Business is conducted by: AN INDIVIDUAL. Signed: GISSELLE HERNANDEZ.	[863, 291, 1057, 366]
notice-heading: FICTITIOUS BUSINESS NAME STATEMENT File No. 2019-291775	[863, 158, 1057, 180]
notice-heading: FICTITIOUS BUSINESS NAME STATEMENT File No. 2019-289613	[1074, 843, 1269, 864]
legal-notice	[16, 632, 211, 768]
notice-heading: FICTITIOUS BUSINESS NAME STATEMENT File No. 2019-298757	[16, 910, 211, 931]
notice-body: The following person(s) is (are) doing business as: HOUSING LOW INCOME, HOME VACANCIES, ELDERLY MANAGEMENT, LAWYER LEGAL PLACEMENT PROCESS, RENTAL SUBSIDIES. Full name of registrant(s) is (are) TIMOTHY MCDANIEL. This Business is conducted by: AN INDIVIDUAL. Signed: TIMOTHY MCDANIEL.	[863, 404, 1057, 478]
notice-heading: FICTITIOUS BUSINESS NAME STATEMENT File No. 2019-293137	[651, 988, 845, 1010]
legal-notice	[16, 1065, 211, 1211]
notice-heading: FICTITIOUS BUSINESS NAME STATEMENT File No. 2019-290644	[651, 1091, 845, 1112]
notice-heading: FICTITIOUS BUSINESS NAME STATEMENT File No. 2019299003	[440, 344, 634, 366]
legal-notice	[651, 1092, 845, 1196]
notice-dates: Dates Pub: NOV 16, 23, 30, DEC 07, 2019	[1074, 824, 1235, 835]
notice-body: The following person(s) is (are) doing business as: AMERICAN UPHOLSTERY & RESTORATION, 27904 VERMONT AVE, LOS ANGELES, CA 90061. Full name of registrant(s) is (are) JUAN DANI EMINO CORTEZ. This Business is conducted by: AN INDIVIDUAL. Signed: JUAN DANI EMINO CORTEZ.	[651, 221, 845, 294]
notice-dates: Dates Pub: NOV 23, 30, DEC 07, 14, 2019	[16, 469, 178, 480]
notice-body: The following person(s) is (are) doing business as: MARCOS & TACOS RAUL, 4708 FIRESTONE BLVD, SOUTH GATE, CA 90280. Full name of registrant(s) is (are) TERESA RIZO GUZMAN. This Business is conducted by: AN INDIVIDUAL. Signed: TERESA RIZO GUZMAN.	[1074, 546, 1269, 609]
notice-heading: FICTITIOUS BUSINESS NAME STATEMENT File No. 2019-291302	[1074, 955, 1269, 977]
notice-dates: Dates Pub: NOV 23, 30, DEC 07, 14, 2019	[16, 325, 178, 336]
legal-notice	[440, 601, 634, 705]
notice-dates: Dates Pub: NOV 16, 23, 30, DEC 07, 2019	[651, 407, 812, 418]
notice-heading: FICTITIOUS BUSINESS NAME STATEMENT File No. 2019297014	[440, 601, 634, 622]
notice-dates: Dates Pub: NOV 30, DEC 7, 14, 21, 2019	[440, 582, 596, 593]
notice-column	[16, 77, 215, 2404]
notice-body: The following person(s) is (are) doing business as: LEADERSHIP SAVVY, 2012 PECK RD, MONROVIA, CA 91016. Full name of registrant(s) is (are) JULIE HA TRUONG. This Business is conducted by: AN INDIVIDUAL. Signed: JULIE HA TRUONG.	[1074, 126, 1269, 190]
notice-heading: FICTITIOUS BUSINESS NAME STATEMENT File No. 2019300885	[440, 77, 634, 98]
publication-name: Mountain View News	[926, 49, 1071, 65]
notice-body: The following person(s) is (are) doing business as: JUAN ANTONIO VITELA, 4901 DANNYBROOK AVE, WEST HILLS, CA 91307. Full name of registrant(s) is (are) JUAN ANTONIO VITELA. This Business is conducted by: INDIVIDUAL. Signed: JUAN ANTONIO VITELA, OWNER.	[440, 949, 634, 1023]
notice-body: The following person(s) is (are) doing business as: A.ONE AUTO GALLERY, 11002 WESTCOTT AVE, SUNLAND, CA 91040. Full name of registrant(s) is (are) EDGAR BAGHDASARYAN. This Business is conducted by: INDIVIDUAL. Signed: EDGAR BAGHDASARYAN, OWNER.	[228, 1185, 422, 1249]
legal-notice	[1074, 628, 1269, 733]
legal-notice	[440, 77, 634, 202]
legal-notice	[1074, 311, 1269, 405]
notice-heading: FICTITIOUS BUSINESS NAME STATEMENT File No. 2019300971	[440, 928, 634, 950]
notice-body: The following person(s) is (are) doing business as: MERLANO RESEARCH INSTITUTE US, 913 CANADA CT, CITY OF INDUSTRY, CA 91748. Full name of registrant(s) is (are) NEW LIFE FINANCIAL INVESTMENTS LLC. This Business is conducted by: A LIMITED LIABILITY COMPANY.	[1074, 649, 1269, 722]
notice-body: The following person(s) is (are) doing business as: CHRISIANS CONSTRUCTION MANAGEMENT, 441 LUNDY AVE, PASADENA, CA 91104. Full name of registrant(s) is (are) JESUS FRANCISCO RAMIREZ GUILLEN. This Business is conducted by: AN INDIVIDUAL. Signed: JESUS FRANCISCO RAMIREZ GUILLEN.	[651, 774, 845, 858]
publication-dateline	[927, 49, 1273, 66]
notice-heading: FICTITIOUS BUSINESS NAME STATEMENT File No. 2019296552	[440, 1041, 634, 1063]
